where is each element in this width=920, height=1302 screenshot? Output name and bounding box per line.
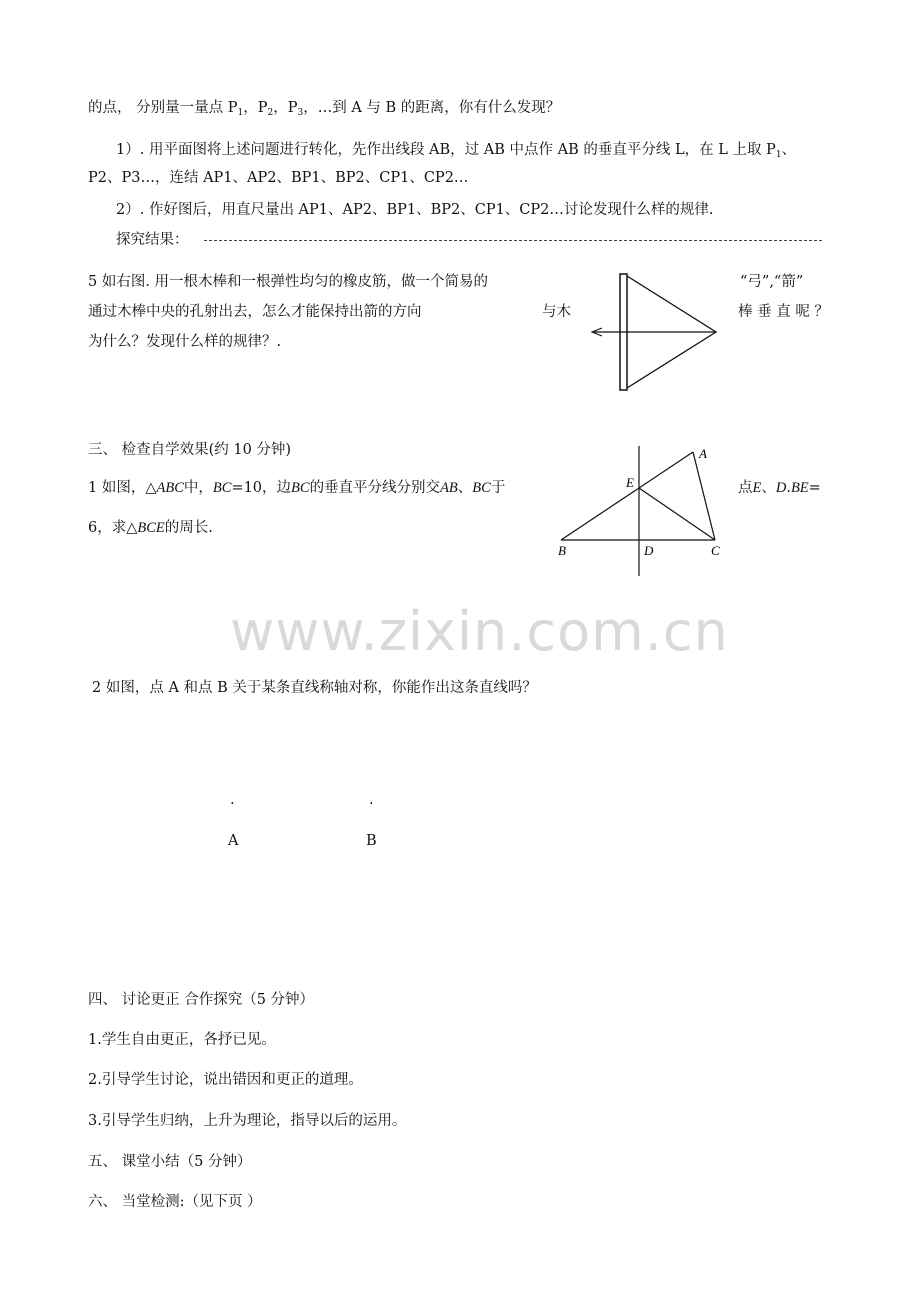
step1-line2	[88, 168, 468, 188]
p2-label: $P_2$	[257, 100, 274, 118]
step2-text: 2）. 作好图后，用直尺量出 AP1、AP2、BP1、BP2、CP1、CP2…讨论发现什么样的规律.	[116, 202, 714, 218]
point-a-dot: .	[230, 792, 235, 808]
step1-sub: 1	[775, 150, 782, 160]
q5-line3: 为什么？发现什么样的规律？.	[88, 334, 282, 350]
point-b-label: B	[366, 833, 377, 849]
step1-line1	[116, 140, 796, 160]
intro-line: 的点， 分别量一量点 $P_1$，$P_2$，$P_3$，…到 A 与 B 的距离，你有什么发现？	[88, 100, 561, 118]
section3-heading	[88, 440, 291, 460]
section6-heading: 六、 当堂检测:（见下页 ）	[88, 1194, 262, 1210]
q1-bce: BCE	[137, 520, 165, 536]
p1-label: $P_1$	[227, 100, 244, 118]
intro-text: 的点， 分别量一量点	[88, 100, 224, 116]
q1-line2-b: 的周长.	[164, 520, 213, 536]
q5-line2-right: 棒 垂 直 呢 ？	[738, 304, 829, 320]
point-b-dot: .	[369, 792, 374, 808]
section3-heading-tail: (约 10 分钟)	[208, 442, 292, 458]
q1-line2	[88, 518, 213, 538]
q1-right-text: 点	[738, 480, 753, 496]
result-answer-line[interactable]	[204, 240, 822, 241]
step1-list: 2、P3…，连结 AP1、AP2、BP1、BP2、CP1、CP2…	[97, 170, 469, 186]
label-e: E	[626, 475, 634, 490]
q1-bc2: BC	[291, 480, 310, 496]
step1-text: 1）. 用平面图将上述问题进行转化，先作出线段 AB，过 AB 中点作 AB 的垂直平分线 L，在 L 上取 P	[116, 142, 776, 158]
q5-line2-mid: 与木	[542, 304, 571, 320]
section4-item3: 3.引导学生归纳，上升为理论，指导以后的运用。	[88, 1113, 407, 1129]
q1-sep2: 、	[761, 480, 776, 496]
q1-be: BE	[790, 480, 809, 496]
section3-heading-text: 三、 检查自学效果	[88, 442, 209, 458]
section5-heading: 五、 课堂小结（5 分钟）	[88, 1154, 252, 1170]
section4-item2: 2.引导学生讨论，说出错因和更正的道理。	[88, 1072, 363, 1088]
q1-sep: 、	[457, 480, 473, 496]
q1-dot: .	[786, 480, 791, 496]
q1-bc3: BC	[472, 480, 491, 496]
section4-heading: 四、 讨论更正 合作探究（5 分钟）	[88, 992, 315, 1008]
result-label: 探究结果：	[116, 232, 189, 248]
bow-arrow-figure	[580, 270, 730, 395]
watermark: www.zixin.com.cn	[230, 600, 729, 663]
q1-text-a: 1 如图，△	[88, 480, 157, 496]
triangle-figure	[555, 440, 730, 580]
label-c: C	[711, 543, 720, 558]
q1-line1	[88, 478, 505, 498]
q5-line1-right: “弓”,“箭”	[740, 274, 804, 290]
q1-line1-right	[738, 478, 821, 498]
q1-ab: AB	[440, 480, 458, 496]
q1-line2-a: 6，求△	[88, 520, 138, 536]
q2-text: 2 如图，点 A 和点 B 关于某条直线称轴对称，你能作出这条直线吗？	[92, 680, 537, 696]
step1-tail: 、	[781, 142, 797, 158]
q1-text-d: 的垂直平分线分别交	[309, 480, 441, 496]
step1-p: P	[88, 170, 98, 186]
segment-ba	[561, 452, 693, 540]
p3-label: $P_3$	[287, 100, 304, 118]
q1-abc: ABC	[156, 480, 184, 496]
q1-bc: BC	[212, 480, 232, 496]
intro-tail: …到 A 与 B 的距离，你有什么发现？	[317, 100, 561, 116]
step2-line	[116, 200, 714, 220]
q1-text-c: =10，边	[231, 480, 292, 496]
point-a-label: A	[228, 833, 239, 849]
q1-d: D	[775, 480, 787, 496]
q5-line2: 通过木棒中央的孔射出去，怎么才能保持出箭的方向	[88, 304, 422, 320]
section4-item1: 1.学生自由更正，各抒已见。	[88, 1032, 276, 1048]
label-a: A	[699, 446, 707, 461]
q1-text-b: 中，	[183, 480, 213, 496]
q1-eq: =	[808, 480, 821, 496]
label-b: B	[558, 543, 566, 558]
q1-e: E	[752, 480, 762, 496]
q1-text-e: 于	[490, 480, 506, 496]
q5-line1: 5 如右图. 用一根木棒和一根弹性均匀的橡皮筋，做一个简易的	[88, 274, 489, 290]
label-d: D	[644, 543, 654, 558]
